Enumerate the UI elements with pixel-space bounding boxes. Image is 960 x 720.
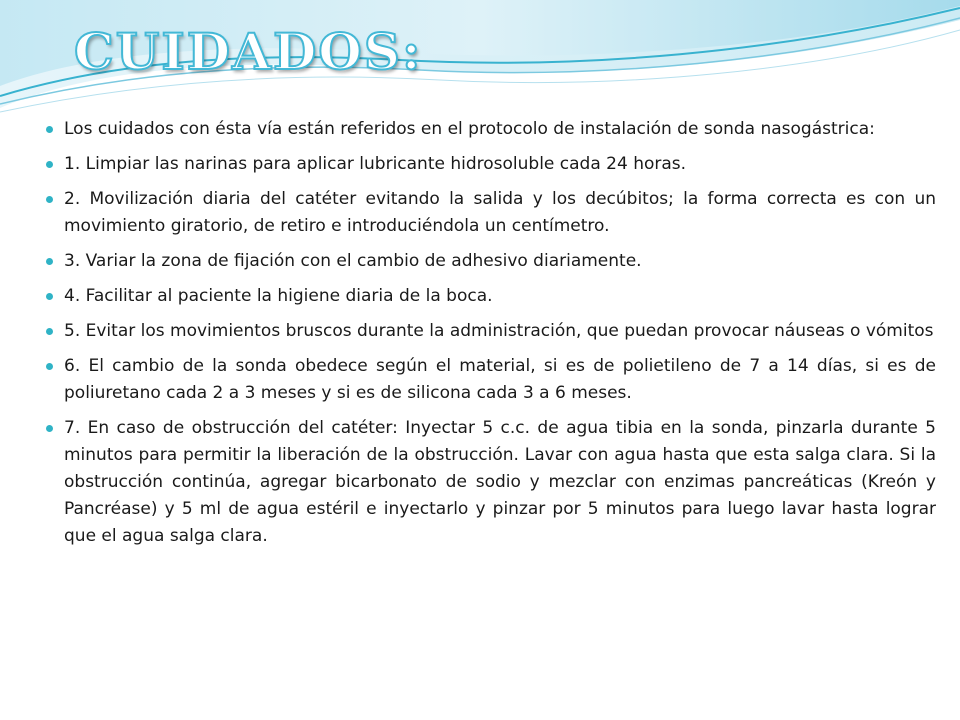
list-item-text: 4. Facilitar al paciente la higiene diaria de la boca.	[64, 286, 493, 306]
bullet-icon	[46, 258, 53, 265]
bullet-list	[46, 116, 936, 558]
list-item	[46, 415, 936, 550]
bullet-icon	[46, 363, 53, 370]
list-item	[46, 318, 936, 345]
list-item	[46, 116, 936, 143]
list-item-text: 3. Variar la zona de fijación con el cambio de adhesivo diariamente.	[64, 251, 642, 271]
list-item	[46, 353, 936, 407]
bullet-icon	[46, 126, 53, 133]
list-item	[46, 186, 936, 240]
list-item-text: 5. Evitar los movimientos bruscos durante la administración, que puedan provocar náuseas o vómitos	[64, 321, 934, 341]
list-item-text: 6. El cambio de la sonda obedece según el material, si es de polietileno de 7 a 14 días, si es de poliuretano cada 2 a 3 meses y si es de silicona cada 3 a 6 meses.	[64, 356, 936, 403]
list-item	[46, 248, 936, 275]
list-item	[46, 151, 936, 178]
bullet-icon	[46, 328, 53, 335]
list-item-text: 1. Limpiar las narinas para aplicar lubricante hidrosoluble cada 24 horas.	[64, 154, 687, 174]
list-item-text: 7. En caso de obstrucción del catéter: Inyectar 5 c.c. de agua tibia en la sonda, pinzarla durante 5 minutos para permitir la liberación de la obstrucción. Lavar con agua hasta que esta salga clara. Si la obstrucción continúa, agregar bicarbonato de sodio y mezclar con enzimas pancreáticas (Kreón y Pancréase) y 5 ml de agua estéril e inyectarlo y pinzar por 5 minutos para luego lavar hasta lograr que el agua salga clara.	[64, 418, 936, 546]
list-item-text: Los cuidados con ésta vía están referidos en el protocolo de instalación de sonda nasogástrica:	[64, 119, 875, 139]
bullet-icon	[46, 425, 53, 432]
bullet-icon	[46, 293, 53, 300]
bullet-icon	[46, 161, 53, 168]
list-item-text: 2. Movilización diaria del catéter evitando la salida y los decúbitos; la forma correcta es con un movimiento giratorio, de retiro e introduciéndola un centímetro.	[64, 189, 936, 236]
slide-title: CUIDADOS:	[74, 22, 423, 81]
list-item	[46, 283, 936, 310]
bullet-icon	[46, 196, 53, 203]
